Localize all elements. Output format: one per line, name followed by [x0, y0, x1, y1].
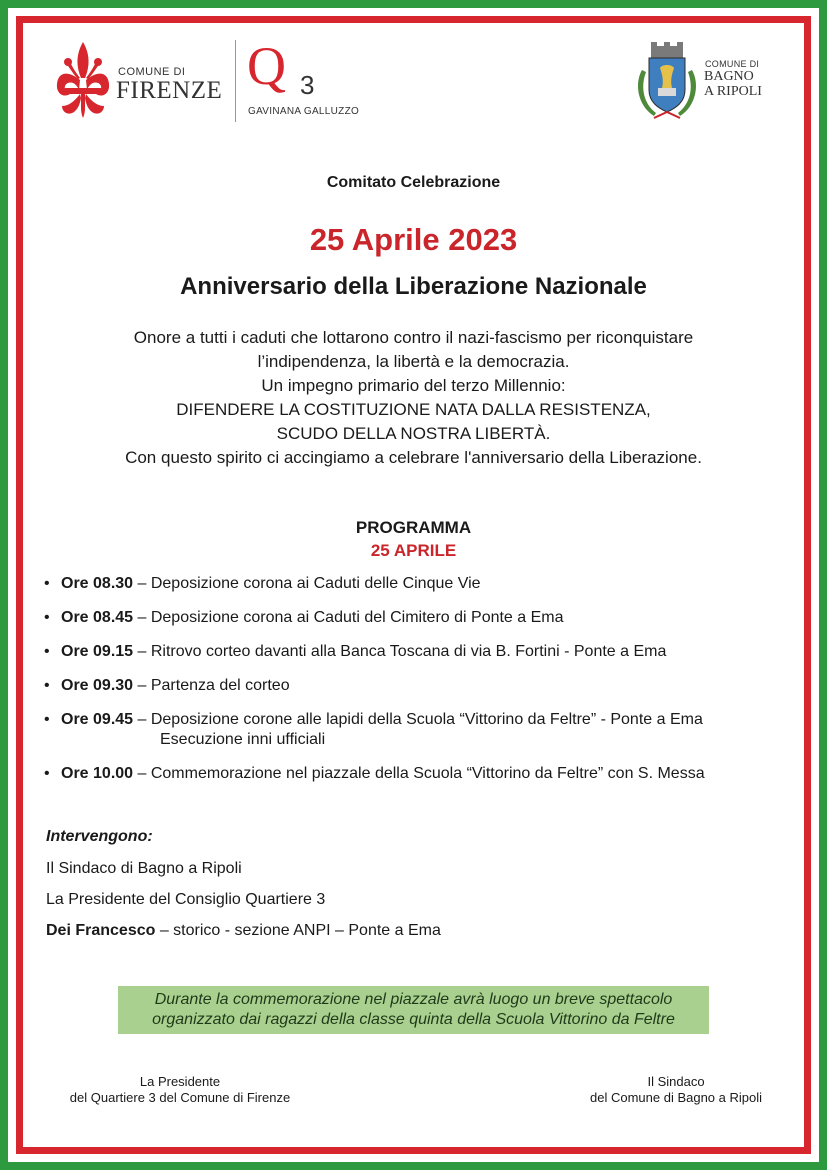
- program-time: Ore 10.00: [61, 765, 134, 782]
- bullet-icon: •: [44, 677, 50, 694]
- program-description-line2: Esecuzione inni ufficiali: [160, 731, 326, 748]
- bullet-icon: •: [44, 643, 50, 660]
- signature-right: [566, 1074, 786, 1106]
- q3-district: GAVINANA GALLUZZO: [248, 106, 360, 117]
- speaker-line: La Presidente del Consiglio Quartiere 3: [46, 891, 326, 908]
- speaker-name: Dei Francesco: [46, 922, 156, 939]
- bagno-a-ripoli-logo: [632, 40, 782, 125]
- event-note: [118, 986, 709, 1034]
- speaker-role: – storico - sezione ANPI – Ponte a Ema: [155, 922, 441, 939]
- speakers-heading: Intervengono:: [46, 828, 153, 845]
- dedication-line: DIFENDERE LA COSTITUZIONE NATA DALLA RESISTENZA,: [176, 400, 651, 419]
- bagno-name-line2: A RIPOLI: [704, 84, 762, 99]
- program-time: Ore 08.30: [61, 575, 134, 592]
- q3-number: 3: [300, 70, 315, 100]
- signature-left: [50, 1074, 310, 1106]
- dedication-line: Un impegno primario del terzo Millennio:: [261, 376, 566, 395]
- program-description: – Deposizione corona ai Caduti delle Cinque Vie: [133, 575, 481, 592]
- speaker-line: [46, 922, 441, 940]
- note-line: organizzato dai ragazzi della classe quinta della Scuola Vittorino da Feltre: [152, 1011, 675, 1028]
- program-time: Ore 08.45: [61, 609, 134, 626]
- signature-office: del Comune di Bagno a Ripoli: [590, 1090, 762, 1105]
- firenze-name: FIRENZE: [116, 77, 223, 104]
- bullet-icon: •: [44, 575, 50, 592]
- event-subtitle: Anniversario della Liberazione Nazionale: [180, 273, 647, 300]
- dedication-line: Con questo spirito ci accingiamo a celebrare l'anniversario della Liberazione.: [125, 448, 702, 467]
- bullet-icon: •: [44, 609, 50, 626]
- dedication-line: Onore a tutti i caduti che lottarono contro il nazi-fascismo per riconquistare: [133, 328, 694, 347]
- bagno-comune-label: COMUNE DI: [705, 59, 760, 69]
- program-title: PROGRAMMA: [355, 518, 472, 537]
- program-description: – Partenza del corteo: [133, 677, 290, 694]
- dedication-line: SCUDO DELLA NOSTRA LIBERTÀ.: [276, 424, 551, 443]
- signature-title: La Presidente: [139, 1074, 221, 1089]
- florence-lily-icon: [54, 40, 112, 120]
- committee-label: Comitato Celebrazione: [326, 174, 501, 191]
- logo-divider: [235, 40, 236, 122]
- firenze-comune-label: COMUNE DI: [118, 66, 186, 78]
- dedication-text: [0, 326, 827, 470]
- firenze-q3-logo: [52, 36, 372, 130]
- event-date: 25 Aprile 2023: [309, 222, 518, 257]
- program-time: Ore 09.15: [61, 643, 134, 660]
- bullet-icon: •: [44, 711, 50, 728]
- program-date: 25 APRILE: [370, 541, 457, 560]
- dedication-line: l’indipendenza, la libertà e la democrazia.: [257, 352, 570, 371]
- program-time: Ore 09.30: [61, 677, 134, 694]
- program-description: – Ritrovo corteo davanti alla Banca Toscana di via B. Fortini - Ponte a Ema: [133, 643, 667, 660]
- note-line: Durante la commemorazione nel piazzale avrà luogo un breve spettacolo: [154, 991, 673, 1008]
- signature-title: Il Sindaco: [647, 1074, 705, 1089]
- signature-office: del Quartiere 3 del Comune di Firenze: [69, 1090, 291, 1105]
- program-description: – Deposizione corona ai Caduti del Cimitero di Ponte a Ema: [133, 609, 564, 626]
- program-description: – Deposizione corone alle lapidi della Scuola “Vittorino da Feltre” - Ponte a Ema: [133, 711, 703, 728]
- program-description: – Commemorazione nel piazzale della Scuola “Vittorino da Feltre” con S. Messa: [133, 765, 705, 782]
- bagno-name-line1: BAGNO: [704, 69, 754, 84]
- program-time: Ore 09.45: [61, 711, 134, 728]
- q3-letter: Q: [247, 36, 286, 96]
- speaker-line: Il Sindaco di Bagno a Ripoli: [46, 860, 242, 877]
- bagno-name: [704, 69, 762, 99]
- bagno-a-ripoli-crest-icon: [632, 40, 702, 122]
- bullet-icon: •: [44, 765, 50, 782]
